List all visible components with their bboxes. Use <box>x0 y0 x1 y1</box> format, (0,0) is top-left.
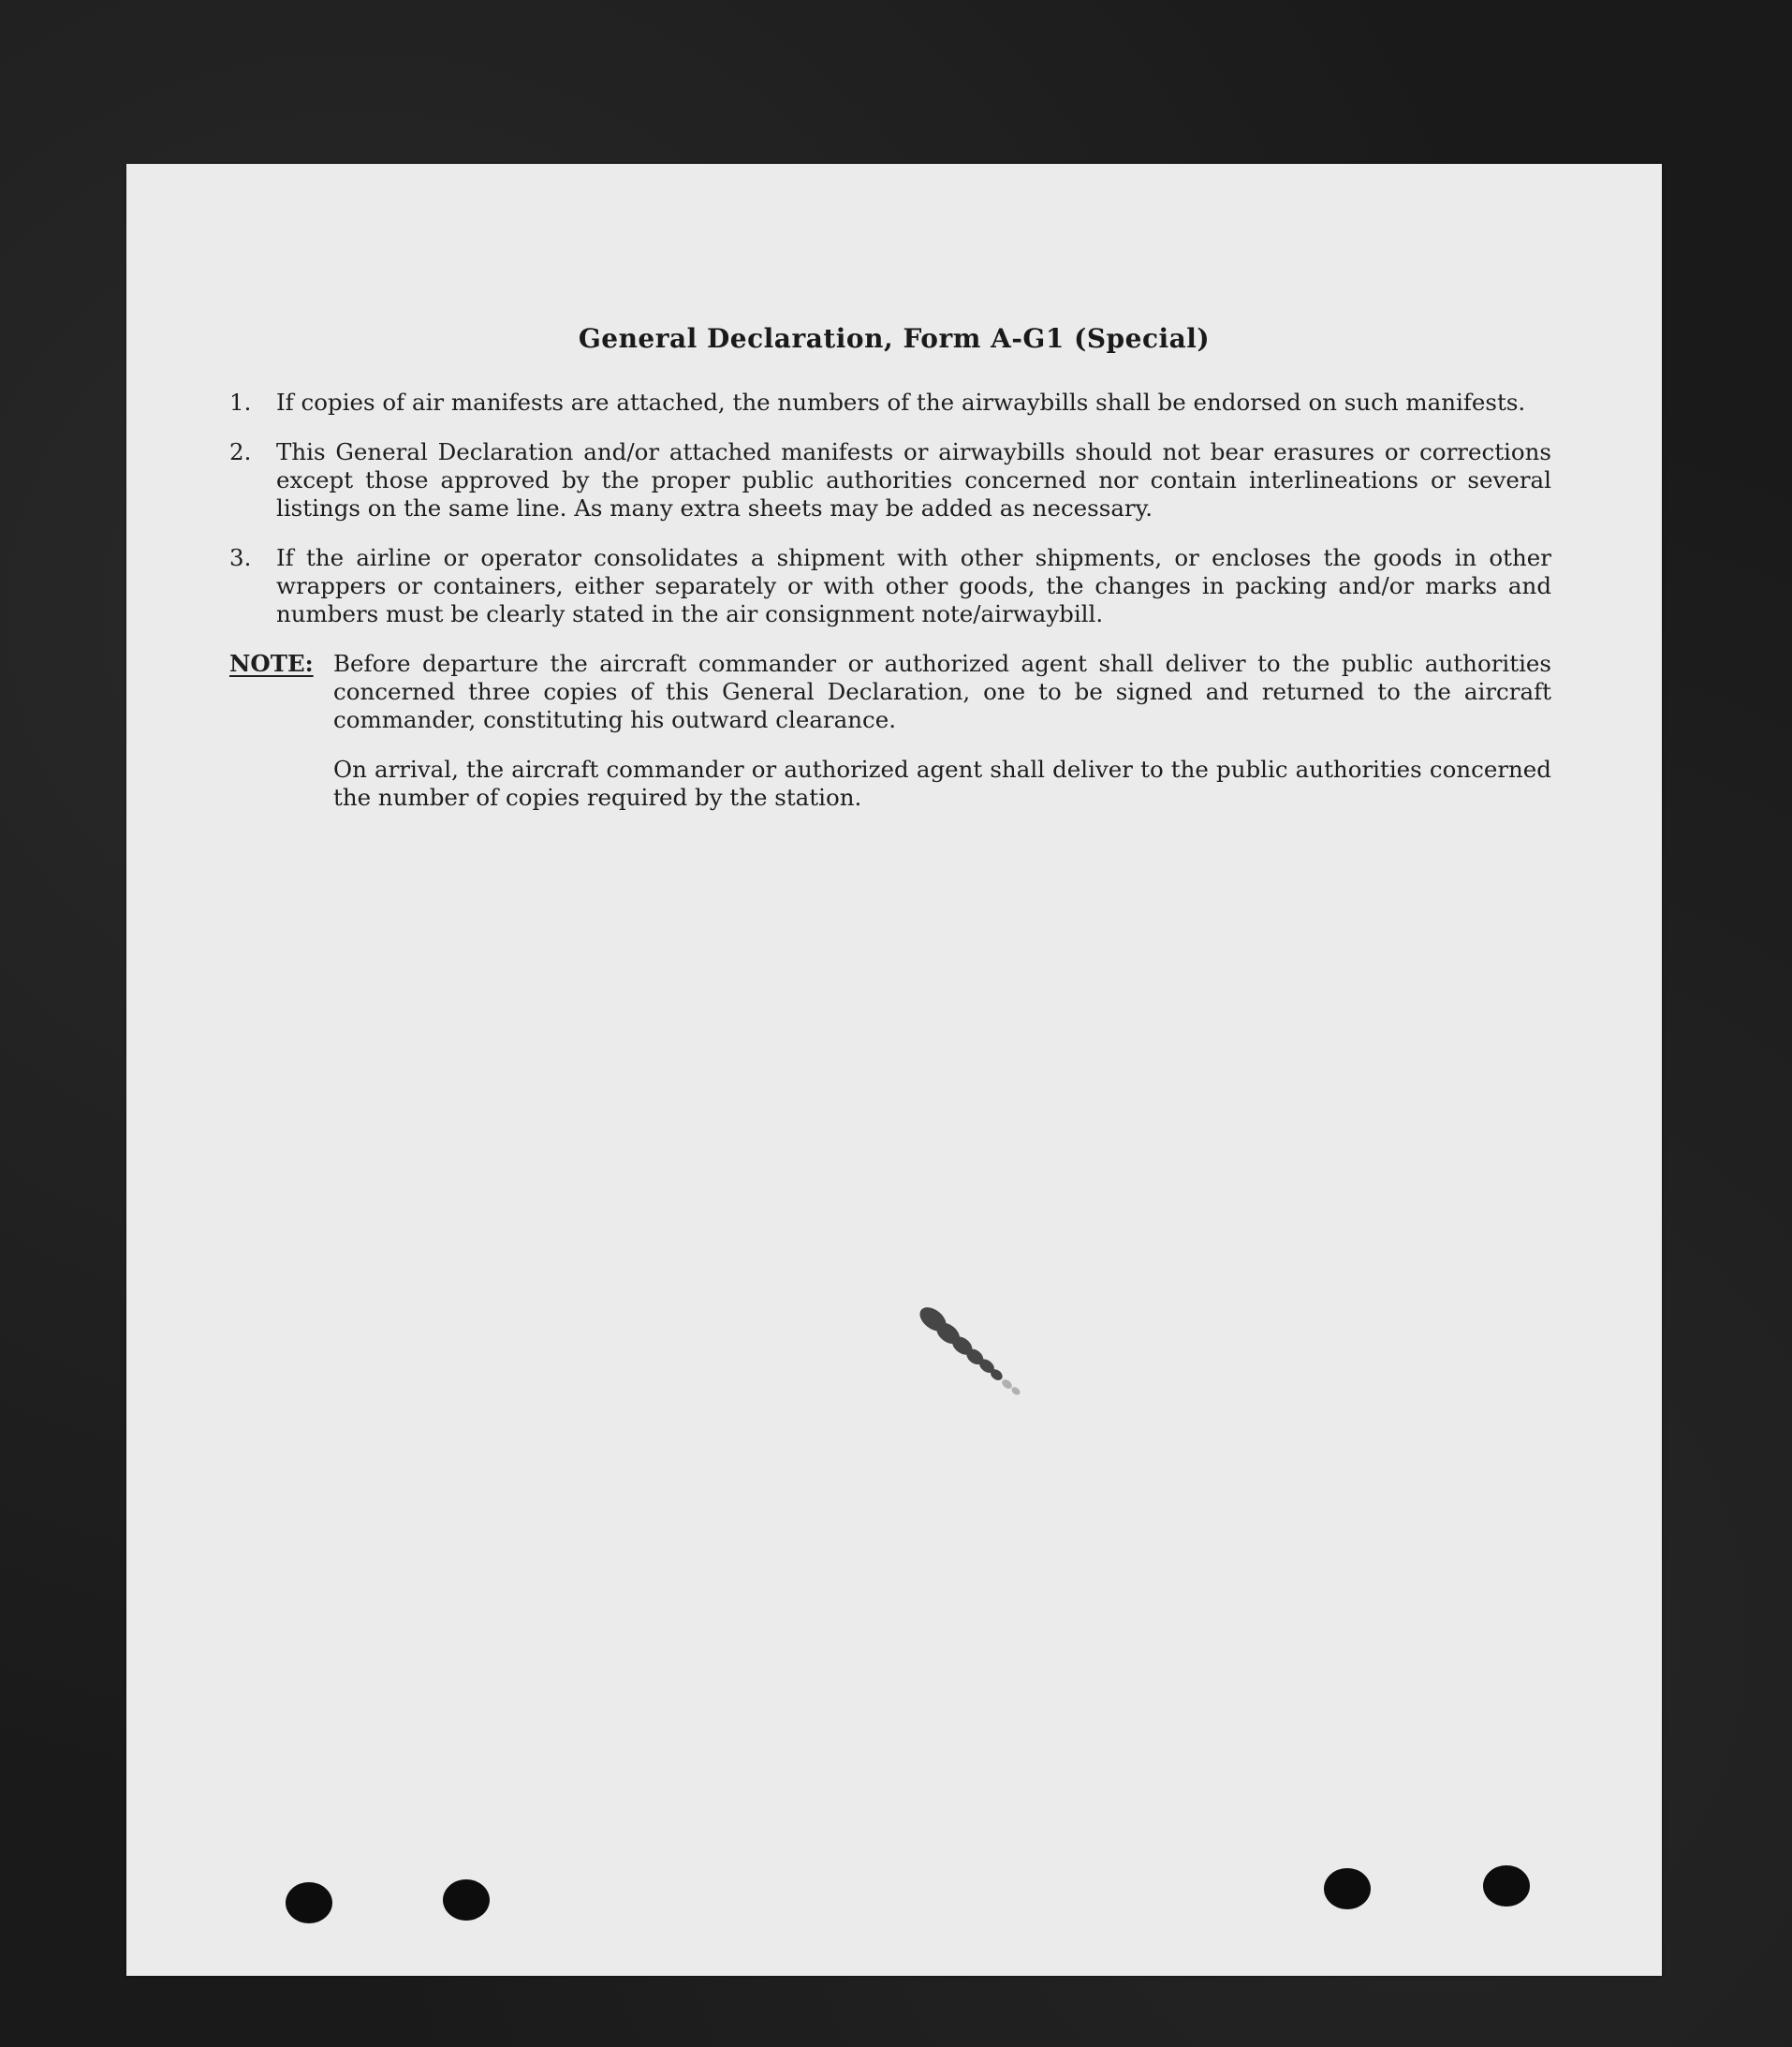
item-number: 1. <box>229 389 252 416</box>
item-text: If copies of air manifests are attached, the numbers of the airwaybills shall be endorsed on such manifests. <box>276 389 1526 416</box>
document-page <box>126 164 1662 1976</box>
list-item <box>229 438 1551 523</box>
item-text: If the airline or operator consolidates a shipment with other shipments, or encloses the goods in other wrappers or containers, either separately or with other goods, the changes in packing and/or marks and numbers must be clearly stated in the air consignment note/airwaybill. <box>276 544 1551 627</box>
note-paragraph: On arrival, the aircraft commander or authorized agent shall deliver to the public authorities concerned the number of copies required by the station. <box>333 756 1551 811</box>
note-section <box>229 650 1551 833</box>
punch-hole <box>286 1882 332 1923</box>
list-item <box>229 544 1551 628</box>
ink-stamp-mark <box>883 1283 1061 1423</box>
item-number: 3. <box>229 544 252 571</box>
punch-hole <box>1483 1865 1530 1907</box>
instructions-list <box>229 389 1551 833</box>
list-item <box>229 389 1551 417</box>
document-title: General Declaration, Form A-G1 (Special) <box>578 323 1211 354</box>
note-label: NOTE: <box>229 650 314 677</box>
punch-hole <box>1324 1868 1371 1909</box>
item-text: This General Declaration and/or attached manifests or airwaybills should not bear erasures or corrections except those approved by the proper public authorities concerned nor contain interlineations or several listings on the same line. As many extra sheets may be added as necessary. <box>276 438 1551 522</box>
punch-hole <box>443 1879 490 1921</box>
note-body <box>333 650 1551 833</box>
item-number: 2. <box>229 438 252 465</box>
note-paragraph: Before departure the aircraft commander or authorized agent shall deliver to the public authorities concerned three copies of this General Declaration, one to be signed and returned to the aircraft commander, constituting his outward clearance. <box>333 650 1551 733</box>
